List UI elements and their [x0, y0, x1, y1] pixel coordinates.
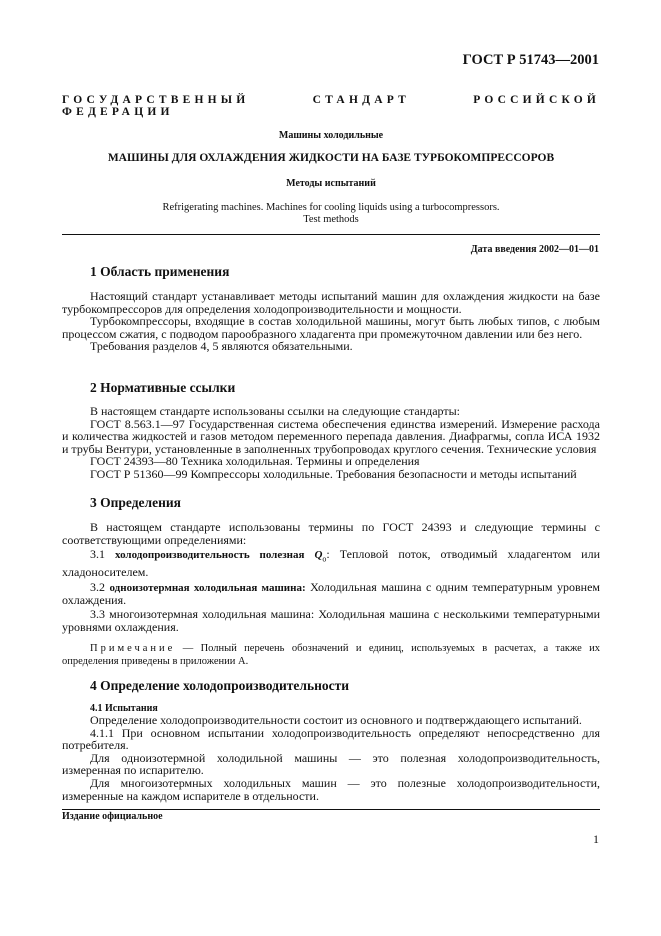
- section-1-paragraph: Настоящий стандарт устанавливает методы испытаний машин для охлаждения жидкости на базе турбокомпрессоров для определения холодопроизводительности и мощности.: [62, 289, 600, 316]
- note-text: — Полный перечень обозначений и единиц, используемых в расчетах, а также их определения приведены в приложении А.: [62, 643, 600, 667]
- category-title: Машины холодильные: [278, 130, 384, 141]
- state-standard-heading: ГОСУДАРСТВЕННЫЙ СТАНДАРТ РОССИЙСКОЙ ФЕДЕРАЦИИ: [62, 94, 600, 118]
- definition-3-2: 3.2 одноизотермная холодильная машина: Холодильная машина с одним температурным уровнем охлаждения.: [62, 579, 601, 608]
- term: одноизотермная холодильная машина:: [109, 581, 306, 594]
- term: холодопроизводительность полезная: [115, 549, 305, 562]
- section-4-paragraph: Определение холодопроизводительности состоит из основного и подтверждающего испытаний.: [90, 713, 582, 727]
- official-edition-label: Издание официальное: [62, 811, 163, 822]
- definition-3-3: 3.3 многоизотермная холодильная машина: Холодильная машина с несколькими температурными уровнями охлаждения.: [62, 606, 600, 634]
- section-1-paragraph: Требования разделов 4, 5 являются обязательными.: [90, 339, 353, 354]
- reference-item: ГОСТ 8.563.1—97 Государственная система обеспечения единства измерений. Измерение расхода и количества жидкостей и газов методом переменного перепада давления. Диафрагмы, сопла ИСА 1932 и трубы Вентури, установленные в заполненных трубопроводах круглого сечения. Технические условия: [62, 416, 600, 456]
- definition-text: Холодильная машина с одним температурным уровнем охлаждения.: [62, 579, 601, 608]
- english-title-line-1: Refrigerating machines. Machines for cooling liquids using a turbocompressors.: [162, 202, 500, 213]
- definition-text: : Тепловой поток, отводимый хладагентом или хладоносителем.: [62, 547, 600, 580]
- subsection-4-1-heading: 4.1 Испытания: [90, 703, 158, 714]
- footer-divider: [62, 809, 600, 810]
- introduction-date: Дата введения 2002—01—01: [470, 244, 599, 255]
- definition-3-1: 3.1 холодопроизводительность полезная $Q_о$: Тепловой поток, отводимый хладагентом или хладоносителем.: [62, 547, 600, 580]
- symbol-subscript: о: [322, 554, 327, 564]
- section-4-paragraph: 4.1.1 При основном испытании холодопроизводительность определяют непосредственно для потребителя.: [62, 725, 600, 753]
- subtitle: Методы испытаний: [286, 178, 376, 189]
- section-4-heading: 4 Определение холодопроизводительности: [90, 678, 350, 693]
- section-1: [62, 264, 600, 353]
- note-label: Примечание: [90, 643, 176, 655]
- reference-item: ГОСТ 24393—80 Техника холодильная. Термины и определения: [90, 454, 420, 469]
- document-number: ГОСТ Р 51743—2001: [462, 52, 599, 68]
- section-2-paragraph: В настоящем стандарте использованы ссылки на следующие стандарты:: [90, 404, 461, 418]
- section-1-heading: 1 Область применения: [90, 264, 230, 279]
- section-3-paragraph: В настоящем стандарте использованы термины по ГОСТ 24393 и следующие термины с соответствующими определениями:: [62, 520, 600, 547]
- section-3: [62, 495, 600, 668]
- section-2: [62, 380, 600, 481]
- english-title: [62, 202, 600, 226]
- section-3-heading: 3 Определения: [90, 495, 181, 510]
- symbol-q: Q: [314, 549, 323, 562]
- section-4-paragraph: Для одноизотермной холодильной машины — это полезная холодопроизводительность, измеренная по испарителю.: [62, 750, 600, 778]
- section-2-heading: 2 Нормативные ссылки: [90, 380, 236, 395]
- note: [62, 643, 600, 668]
- section-4: [62, 678, 600, 802]
- section-4-paragraph: Для многоизотермных холодильных машин — это полезные холодопроизводительности, измеренные на каждом испарителе в отдельности.: [62, 775, 600, 803]
- section-1-paragraph: Турбокомпрессоры, входящие в состав холодильной машины, могут быть любых типов, с любым процессом сжатия, с подводом парообразного хладагента при промежуточном давлении или без него.: [62, 314, 600, 341]
- main-title: МАШИНЫ ДЛЯ ОХЛАЖДЕНИЯ ЖИДКОСТИ НА БАЗЕ ТУРБОКОМПРЕССОРОВ: [107, 152, 555, 164]
- page-number: 1: [593, 832, 599, 846]
- english-title-line-2: Test methods: [303, 214, 359, 225]
- reference-item: ГОСТ Р 51360—99 Компрессоры холодильные. Требования безопасности и методы испытаний: [90, 466, 577, 481]
- title-divider: [62, 234, 600, 235]
